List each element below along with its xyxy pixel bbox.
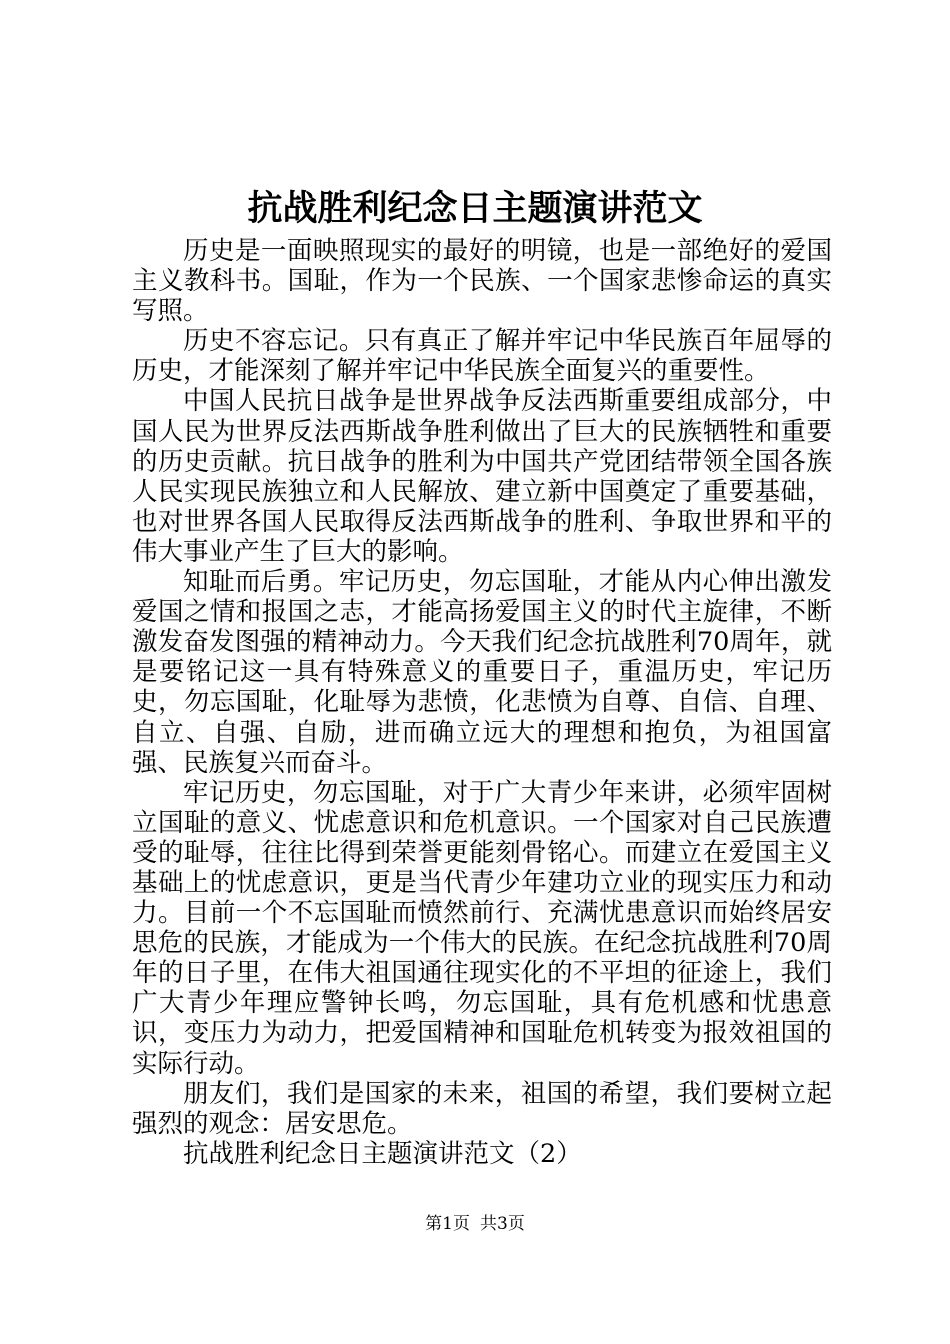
paragraph: 朋友们，我们是国家的未来，祖国的希望，我们要树立起强烈的观念：居安思危。 bbox=[132, 1078, 832, 1139]
page-number: 第1页 bbox=[425, 1214, 470, 1234]
document-title: 抗战胜利纪念日主题演讲范文 bbox=[247, 188, 703, 229]
paragraph: 牢记历史，勿忘国耻，对于广大青少年来讲，必须牢固树立国耻的意义、忧虑意识和危机意识。一个国家对自己民族遭受的耻辱，往往比得到荣誉更能刻骨铭心。而建立在爱国主义基础上的忧虑意识，更是当代青少年建功立业的现实压力和动力。目前一个不忘国耻而愤然前行、充满忧患意识而始终居安思危的民族，才能成为一个伟大的民族。在纪念抗战胜利70周年的日子里，在伟大祖国通往现实化的不平坦的征途上，我们广大青少年理应警钟长鸣，勿忘国耻，具有危机感和忧患意识，变压力为动力，把爱国精神和国耻危机转变为报效祖国的实际行动。 bbox=[132, 777, 832, 1079]
paragraph-subheading: 抗战胜利纪念日主题演讲范文（2） bbox=[183, 1138, 582, 1169]
page-footer bbox=[0, 1212, 950, 1236]
paragraph: 中国人民抗日战争是世界战争反法西斯重要组成部分，中国人民为世界反法西斯战争胜利做出了巨大的民族牺牲和重要的历史贡献。抗日战争的胜利为中国共产党团结带领全国各族人民实现民族独立和人民解放、建立新中国奠定了重要基础，也对世界各国人民取得反法西斯战争的胜利、争取世界和平的伟大事业产生了巨大的影响。 bbox=[132, 386, 832, 567]
paragraph: 历史是一面映照现实的最好的明镜，也是一部绝好的爱国主义教科书。国耻，作为一个民族、一个国家悲惨命运的真实写照。 bbox=[132, 236, 832, 327]
page-total: 共3页 bbox=[480, 1214, 525, 1234]
paragraph: 知耻而后勇。牢记历史，勿忘国耻，才能从内心伸出激发爱国之情和报国之志，才能高扬爱国主义的时代主旋律，不断激发奋发图强的精神动力。今天我们纪念抗战胜利70周年，就是要铭记这一具有特殊意义的重要日子，重温历史，牢记历史，勿忘国耻，化耻辱为悲愤，化悲愤为自尊、自信、自理、自立、自强、自励，进而确立远大的理想和抱负，为祖国富强、民族复兴而奋斗。 bbox=[132, 567, 832, 778]
paragraph: 历史不容忘记。只有真正了解并牢记中华民族百年屈辱的历史，才能深刻了解并牢记中华民族全面复兴的重要性。 bbox=[132, 326, 832, 387]
document-body bbox=[132, 236, 832, 1169]
